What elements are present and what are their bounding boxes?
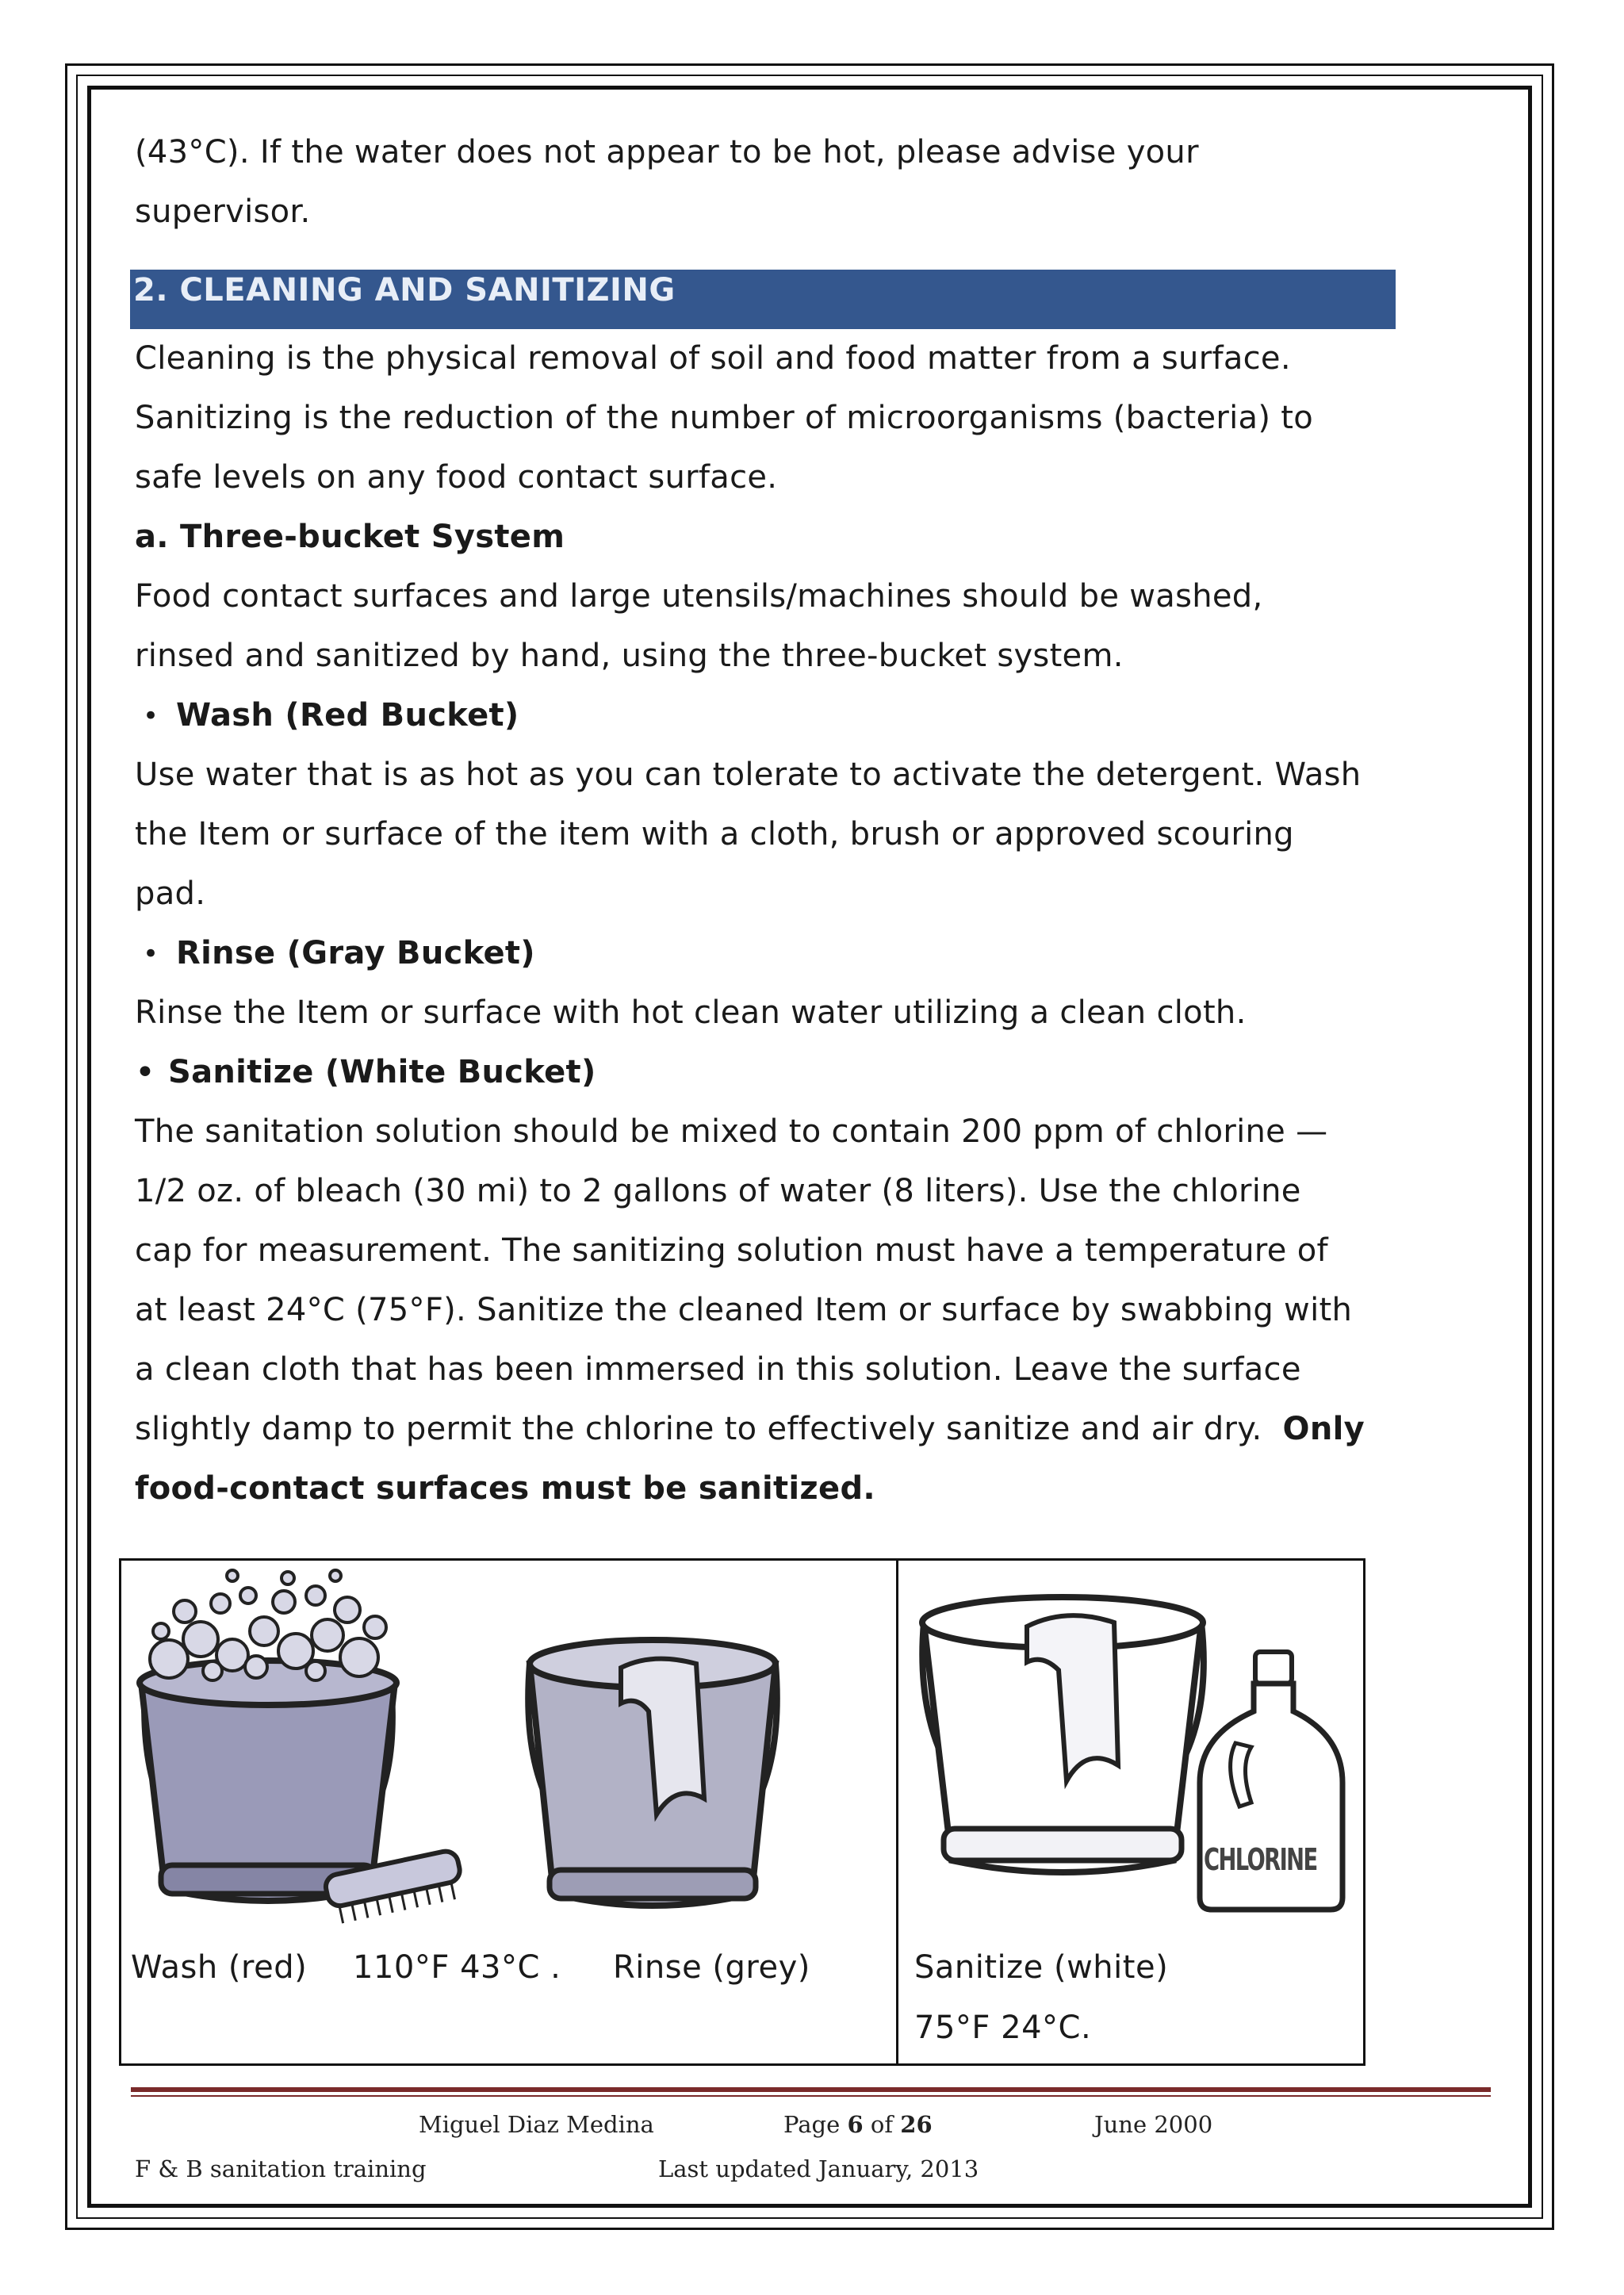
- caption-rinse: Rinse (grey): [613, 1949, 810, 1986]
- caption-wash-temp: 110°F 43°C .: [353, 1949, 561, 1986]
- system-line: Food contact surfaces and large utensils/machines should be washed,: [135, 578, 1263, 615]
- wash-line: Use water that is as hot as you can tolerate to activate the detergent. Wash: [135, 757, 1362, 793]
- wash-bullet: [135, 686, 1396, 745]
- system-line: rinsed and sanitized by hand, using the three-bucket system.: [135, 638, 1124, 674]
- footer-doc-title: F & B sanitation training: [135, 2155, 427, 2182]
- sanitize-note-bold: food-contact surfaces must be sanitized.: [135, 1470, 875, 1507]
- sanitize-bullet: [135, 1043, 1396, 1102]
- wash-rinse-cell: [121, 1561, 898, 2063]
- footer-last-updated: Last updated January, 2013: [658, 2155, 979, 2182]
- rinse-heading: Rinse (Gray Bucket): [176, 935, 535, 971]
- bullet-dot: •: [143, 699, 159, 732]
- wash-bucket-illustration: [129, 1564, 478, 1944]
- intro-line: (43°C). If the water does not appear to be hot, please advise your: [135, 134, 1199, 170]
- chlorine-label: CHLORINE: [1204, 1842, 1317, 1877]
- sanitize-line: [135, 1400, 1396, 1459]
- sanitize-bucket-illustration: [908, 1567, 1225, 1924]
- caption-sanitize: Sanitize (white): [914, 1949, 1169, 1986]
- sanitize-line: at least 24°C (75°F). Sanitize the cleaned Item or surface by swabbing with: [135, 1292, 1353, 1328]
- bullet-dot: •: [143, 937, 159, 970]
- sanitize-line-text: slightly damp to permit the chlorine to effectively sanitize and air dry.: [135, 1411, 1262, 1447]
- page-content: [135, 123, 1396, 1519]
- section-heading: 2. CLEANING AND SANITIZING: [130, 270, 1396, 329]
- sanitize-line: cap for measurement. The sanitizing solution must have a temperature of: [135, 1232, 1328, 1269]
- definition-line: Sanitizing is the reduction of the number of microorganisms (bacteria) to: [135, 400, 1314, 436]
- footer-rule-thin: [131, 2095, 1491, 2097]
- sanitize-cell: [898, 1561, 1363, 2063]
- wash-line: pad.: [135, 875, 206, 912]
- footer-author: Miguel Diaz Medina: [419, 2111, 654, 2138]
- chlorine-bottle-illustration: [1192, 1648, 1350, 1918]
- sanitize-line: The sanitation solution should be mixed to contain 200 ppm of chlorine —: [135, 1113, 1328, 1150]
- footer-page-number: [783, 2111, 933, 2138]
- definition-line: Cleaning is the physical removal of soil and food matter from a surface.: [135, 340, 1291, 377]
- caption-sanitize-temp: 75°F 24°C.: [914, 2010, 1092, 2046]
- footer-page-current: 6: [847, 2111, 864, 2138]
- subheading: a. Three-bucket System: [135, 519, 565, 555]
- rinse-bullet: [135, 924, 1396, 983]
- wash-line: the Item or surface of the item with a cloth, brush or approved scouring: [135, 816, 1294, 852]
- rinse-line: Rinse the Item or surface with hot clean water utilizing a clean cloth.: [135, 994, 1247, 1031]
- footer-date: June 2000: [1094, 2111, 1213, 2138]
- bullet-dot: •: [135, 1052, 155, 1093]
- footer-page-of: of: [870, 2111, 894, 2138]
- footer-page-prefix: Page: [783, 2111, 841, 2138]
- sanitize-heading: Sanitize (White Bucket): [168, 1054, 596, 1090]
- sanitize-note-bold: Only: [1282, 1411, 1365, 1447]
- definition-line: safe levels on any food contact surface.: [135, 459, 778, 496]
- wash-heading: Wash (Red Bucket): [176, 697, 519, 734]
- footer-rule: [131, 2087, 1491, 2092]
- sanitize-line: a clean cloth that has been immersed in this solution. Leave the surface: [135, 1351, 1301, 1388]
- footer-page-total: 26: [900, 2111, 933, 2138]
- caption-wash: Wash (red): [131, 1949, 308, 1986]
- rinse-bucket-illustration: [518, 1608, 787, 1941]
- intro-line: supervisor.: [135, 193, 311, 230]
- bucket-figure-table: [119, 1558, 1365, 2066]
- sanitize-line: 1/2 oz. of bleach (30 mi) to 2 gallons of water (8 liters). Use the chlorine: [135, 1173, 1301, 1209]
